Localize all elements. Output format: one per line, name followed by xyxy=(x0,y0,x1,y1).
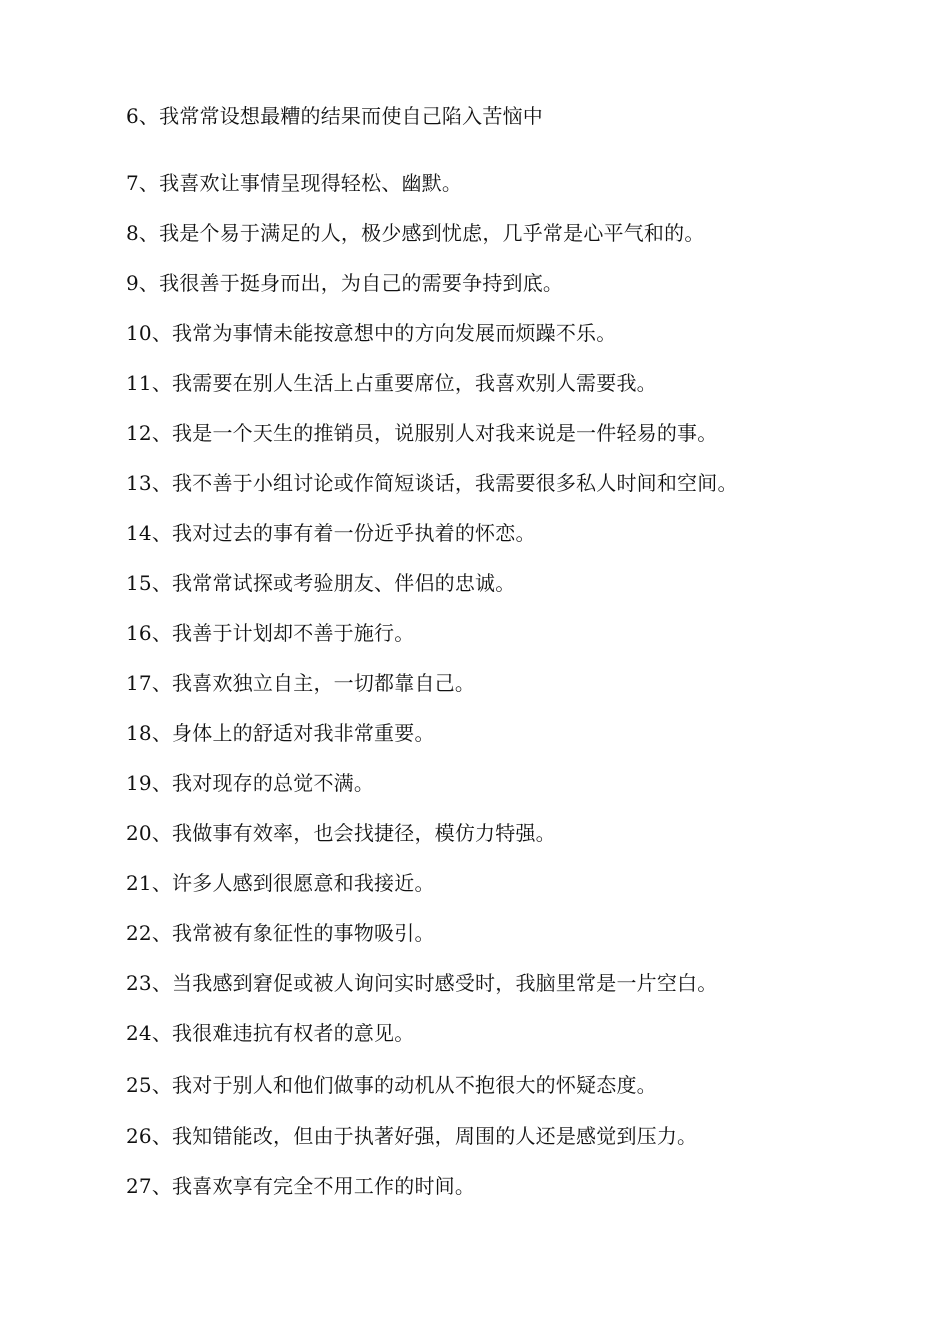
list-item: 7、我喜欢让事情呈现得轻松、幽默。 xyxy=(126,171,463,195)
list-item: 15、我常常试探或考验朋友、伴侣的忠诚。 xyxy=(126,571,516,595)
list-item: 14、我对过去的事有着一份近乎执着的怀恋。 xyxy=(126,521,536,545)
list-item: 10、我常为事情未能按意想中的方向发展而烦躁不乐。 xyxy=(126,321,617,345)
list-item: 20、我做事有效率，也会找捷径，模仿力特强。 xyxy=(126,821,556,845)
list-item: 17、我喜欢独立自主，一切都靠自己。 xyxy=(126,671,476,695)
list-item: 6、我常常设想最糟的结果而使自己陷入苦恼中 xyxy=(126,104,543,128)
list-item: 11、我需要在别人生活上占重要席位，我喜欢别人需要我。 xyxy=(126,371,657,395)
list-item: 25、我对于别人和他们做事的动机从不抱很大的怀疑态度。 xyxy=(126,1073,657,1097)
list-item: 9、我很善于挺身而出，为自己的需要争持到底。 xyxy=(126,271,564,295)
list-item: 18、身体上的舒适对我非常重要。 xyxy=(126,721,435,745)
list-item: 21、许多人感到很愿意和我接近。 xyxy=(126,871,435,895)
list-item: 22、我常被有象征性的事物吸引。 xyxy=(126,921,435,945)
list-item: 13、我不善于小组讨论或作简短谈话，我需要很多私人时间和空间。 xyxy=(126,471,738,495)
list-item: 19、我对现存的总觉不满。 xyxy=(126,771,375,795)
list-item: 27、我喜欢享有完全不用工作的时间。 xyxy=(126,1174,476,1198)
list-item: 26、我知错能改，但由于执著好强，周围的人还是感觉到压力。 xyxy=(126,1124,698,1148)
list-item: 8、我是个易于满足的人，极少感到忧虑，几乎常是心平气和的。 xyxy=(126,221,705,245)
list-item: 16、我善于计划却不善于施行。 xyxy=(126,621,415,645)
list-item: 24、我很难违抗有权者的意见。 xyxy=(126,1021,415,1045)
list-item: 23、当我感到窘促或被人询问实时感受时，我脑里常是一片空白。 xyxy=(126,971,718,995)
list-item: 12、我是一个天生的推销员，说服别人对我来说是一件轻易的事。 xyxy=(126,421,718,445)
